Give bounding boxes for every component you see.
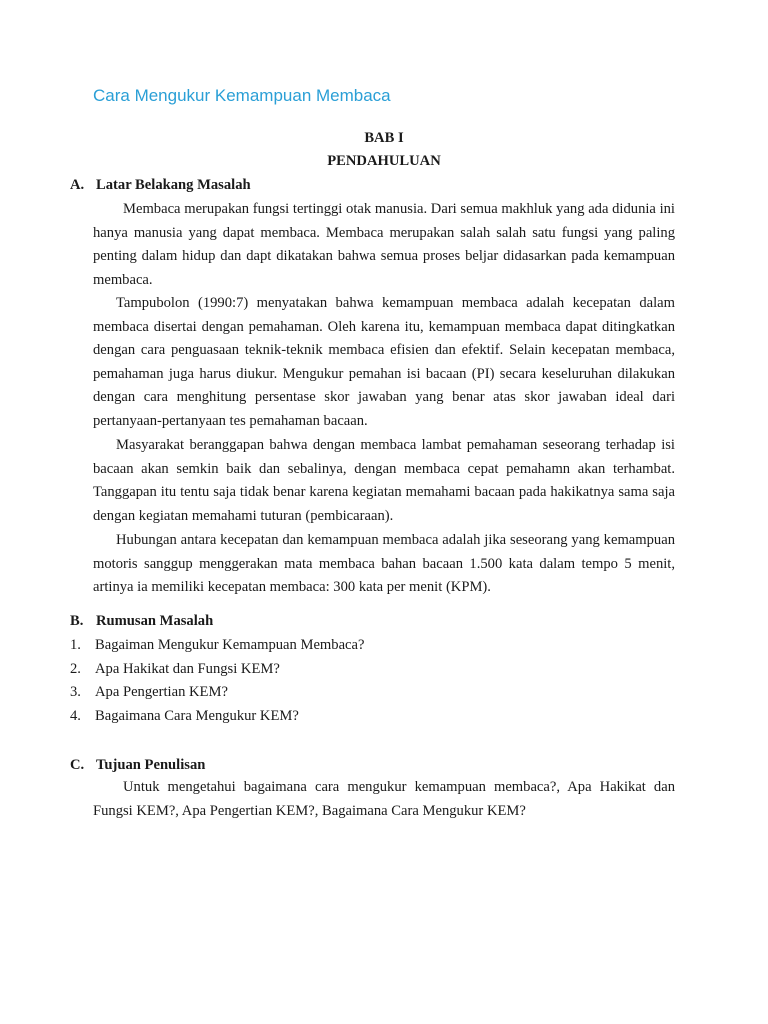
list-number: 2.	[70, 660, 81, 677]
list-item	[70, 634, 365, 658]
paragraph: Tampubolon (1990:7) menyatakan bahwa kemampuan membaca adalah kecepatan dalam membaca disertai dengan pemahaman. Oleh karena itu, kemampuan membaca dapat ditingkatkan dengan cara penguasaan teknik-teknik membaca efisien dan efektif. Selain kecepatan membaca, pemahaman juga harus diukur. Mengukur pemahan isi bacaan (PI) secara keseluruhan dilakukan dengan cara menghitung persentase skor jawaban yang benar atas skor jawaban ideal dari pertanyaan-pertanyaan tes pemahaman bacaan.	[93, 295, 675, 429]
section-b-title: Rumusan Masalah	[96, 613, 214, 629]
list-number: 3.	[70, 684, 81, 701]
paragraph: Membaca merupakan fungsi tertinggi otak manusia. Dari semua makhluk yang ada didunia ini hanya manusia yang dapat membaca. Membaca merupakan salah salah satu fungsi yang paling penting dalam hidup dan dapt dikatakan bahwa semua proses beljar didasarkan pada kemampuan membaca.	[93, 201, 675, 288]
section-b-heading	[70, 613, 213, 630]
section-c-letter: C.	[70, 757, 85, 773]
list-item	[70, 681, 365, 705]
list-text: Apa Pengertian KEM?	[95, 684, 228, 701]
paragraph: Masyarakat beranggapan bahwa dengan membaca lambat pemahaman seseorang terhadap isi bacaan akan semkin baik dan sebalinya, dengan membaca cepat pemahamn akan terhambat. Tanggapan itu tentu saja tidak benar karena kegiatan memahami bacaan pada hakikatnya sama saja dengan kegiatan memahami tuturan (pembicaraan).	[93, 437, 675, 524]
list-number: 1.	[70, 637, 81, 653]
list-text: Bagaiman Mengukur Kemampuan Membaca?	[95, 637, 365, 653]
section-a-title: Latar Belakang Masalah	[96, 177, 251, 193]
list-item	[70, 658, 365, 682]
paragraph: Hubungan antara kecepatan dan kemampuan membaca adalah jika seseorang yang kemampuan motoris sanggup menggerakan mata membaca bahan bacaan 1.500 kata dalam tempo 5 menit, artinya ia memiliki kecepatan membaca: 300 kata per menit (KPM).	[93, 532, 675, 596]
paragraph: Untuk mengetahui bagaimana cara mengukur kemampuan membaca?, Apa Hakikat dan Fungsi KEM?, Apa Pengertian KEM?, Bagaimana Cara Mengukur KEM?	[93, 779, 675, 819]
section-a-letter: A.	[70, 177, 85, 193]
list-item	[70, 705, 365, 729]
problem-list	[70, 634, 365, 729]
list-text: Bagaimana Cara Mengukur KEM?	[95, 708, 299, 725]
section-a-heading	[70, 177, 251, 194]
list-number: 4.	[70, 708, 81, 725]
section-c-heading	[70, 757, 205, 774]
section-b-letter: B.	[70, 613, 84, 629]
chapter-number: BAB I	[364, 130, 404, 146]
list-text: Apa Hakikat dan Fungsi KEM?	[95, 660, 280, 677]
document-title: Cara Mengukur Kemampuan Membaca	[93, 86, 391, 105]
section-c-title: Tujuan Penulisan	[96, 757, 206, 773]
chapter-title: PENDAHULUAN	[327, 153, 441, 169]
